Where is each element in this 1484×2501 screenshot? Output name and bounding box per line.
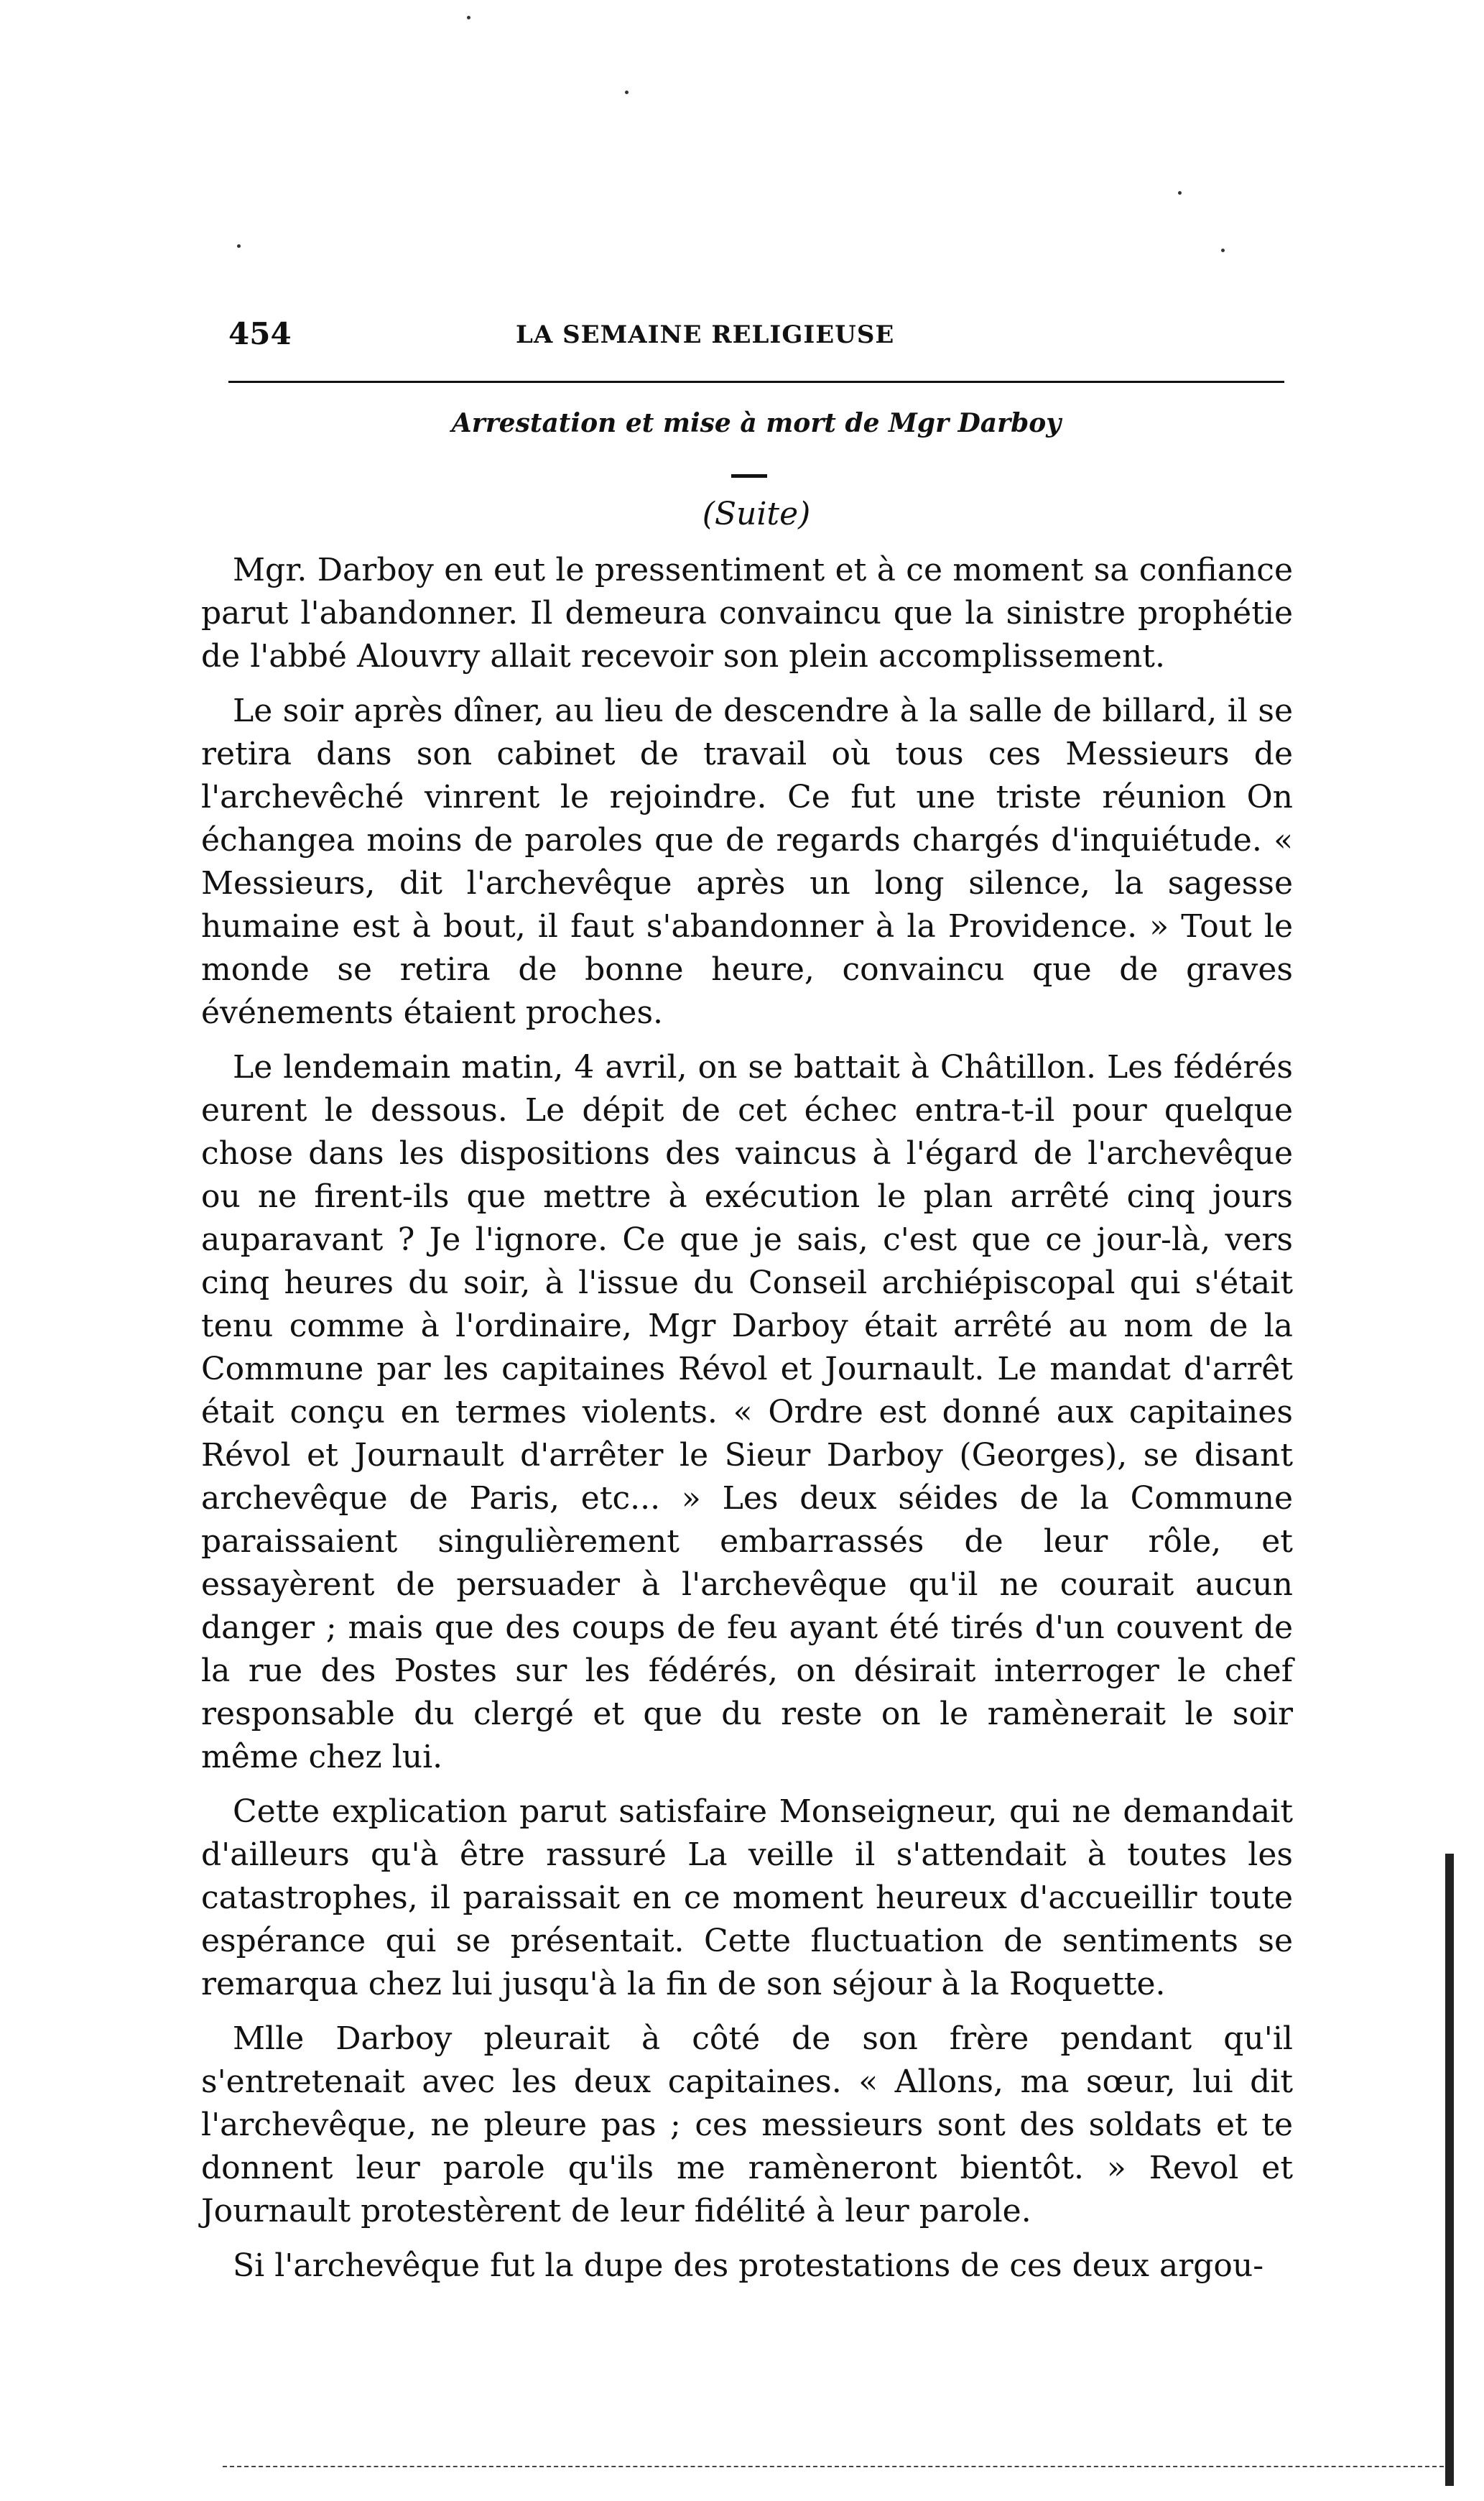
page-number: 454	[228, 316, 292, 351]
paragraph: Mlle Darboy pleurait à côté de son frère pendant qu'il s'entretenait avec les deux capitaines. « Allons, ma sœur, lui dit l'archevêque, ne pleure pas ; ces messieurs sont des soldats et te donnent leur parole qu'ils me ramèneront bientôt. » Revol et Journault protestèrent de leur fidélité à leur parole.	[201, 2020, 1293, 2229]
scan-edge-shadow	[1445, 1854, 1454, 2486]
scan-speck	[467, 16, 470, 19]
paragraph: Mgr. Darboy en eut le pressentiment et à ce moment sa confiance parut l'abandonner. Il demeura convaincu que la sinistre prophétie de l'abbé Alouvry allait recevoir son plein accomplissement.	[201, 552, 1293, 675]
paragraph: Le lendemain matin, 4 avril, on se battait à Châtillon. Les fédérés eurent le dessous. Le dépit de cet échec entra-t-il pour quelque chose dans les dispositions des vaincus à l'égard de l'archevêque ou ne firent-ils que mettre à exécution le plan arrêté cinq jours auparavant ? Je l'ignore. Ce que je sais, c'est que ce jour-là, vers cinq heures du soir, à l'issue du Conseil archiépiscopal qui s'était tenu comme à l'ordinaire, Mgr Darboy était arrêté au nom de la Commune par les capitaines Révol et Journault. Le mandat d'arrêt était conçu en termes violents. « Ordre est donné aux capitaines Révol et Journault d'arrêter le Sieur Darboy (Georges), se disant archevêque de Paris, etc... » Les deux séides de la Commune paraissaient singulièrement embarrassés de leur rôle, et essayèrent de persuader à l'archevêque qu'il ne courait aucun danger ; mais que des coups de feu ayant été tirés d'un couvent de la rue des Postes sur les fédérés, on désirait interroger le chef responsable du clergé et que du reste on le ramènerait le soir même chez lui.	[201, 1049, 1293, 1775]
article-body	[201, 549, 1293, 2299]
scan-speck	[1178, 191, 1182, 195]
scan-speck	[625, 91, 629, 94]
scan-speck	[1221, 249, 1225, 252]
header-rule	[228, 381, 1284, 383]
paragraph: Le soir après dîner, au lieu de descendre à la salle de billard, il se retira dans son cabinet de travail où tous ces Messieurs de l'archevêché vinrent le rejoindre. Ce fut une triste réunion On échangea moins de paroles que de regards chargés d'inquiétude. « Messieurs, dit l'archevêque après un long silence, la sagesse humaine est à bout, il faut s'abandonner à la Providence. » Tout le monde se retira de bonne heure, convaincu que de graves événements étaient proches.	[201, 693, 1293, 1031]
running-head: LA SEMAINE RELIGIEUSE	[516, 320, 895, 349]
paragraph: Si l'archevêque fut la dupe des protestations de ces deux argou-	[233, 2247, 1264, 2284]
paragraph: Cette explication parut satisfaire Monseigneur, qui ne demandait d'ailleurs qu'à être rassuré La veille il s'attendait à toutes les catastrophes, il paraissait en ce moment heureux d'accueillir toute espérance qui se présentait. Cette fluctuation de sentiments se remarqua chez lui jusqu'à la fin de son séjour à la Roquette.	[201, 1793, 1293, 2002]
article-subtitle: (Suite)	[702, 496, 811, 532]
title-separator	[731, 474, 767, 478]
scan-speck	[237, 244, 241, 248]
bottom-scan-rule	[223, 2466, 1444, 2469]
page-header	[228, 316, 1284, 362]
article-title: Arrestation et mise à mort de Mgr Darboy	[451, 408, 1062, 438]
